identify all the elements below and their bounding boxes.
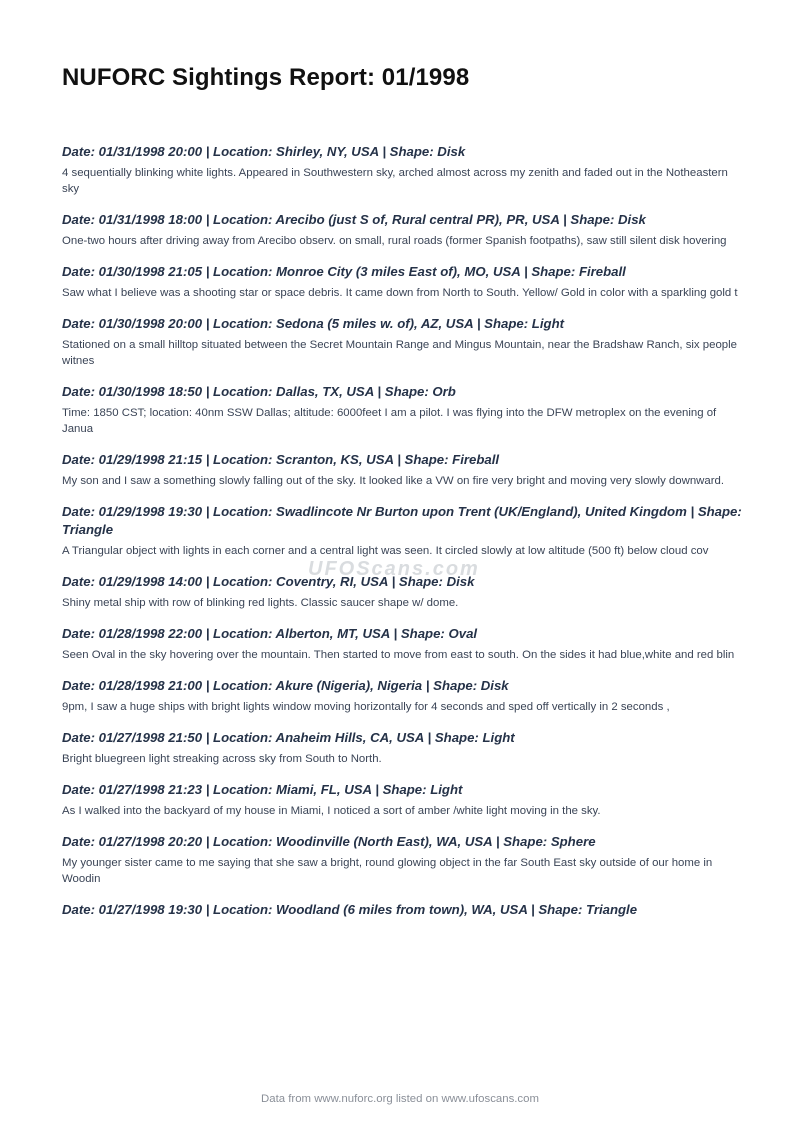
list-item (62, 573, 742, 611)
sighting-description: Seen Oval in the sky hovering over the mountain. Then started to move from east to south. On the sides it had blue,white and red blin (62, 649, 735, 661)
sighting-description: My younger sister came to me saying that she saw a bright, round glowing object in the far South East sky outside of our home in Woodin (62, 857, 713, 885)
list-item (62, 503, 742, 559)
page-footer: Data from www.nuforc.org listed on www.ufoscans.com (261, 1093, 539, 1105)
sighting-description: My son and I saw a something slowly falling out of the sky. It looked like a VW on fire very bright and moving very slowly downward. (62, 475, 725, 487)
list-item (62, 901, 742, 919)
sighting-header: Date: 01/30/1998 20:00 | Location: Sedona (5 miles w. of), AZ, USA | Shape: Light (62, 316, 565, 331)
sightings-list (62, 143, 742, 933)
sighting-description: 9pm, I saw a huge ships with bright lights window moving horizontally for 4 seconds and sped off vertically in 2 seconds , (62, 701, 670, 713)
sighting-description: One-two hours after driving away from Arecibo observ. on small, rural roads (former Spanish footpaths), saw still silent disk hovering (62, 235, 727, 247)
sighting-description: A Triangular object with lights in each corner and a central light was seen. It circled slowly at low altitude (500 ft) below cloud cov (62, 545, 709, 557)
list-item (62, 625, 742, 663)
list-item (62, 781, 742, 819)
sighting-description: As I walked into the backyard of my house in Miami, I noticed a sort of amber /white light moving in the sky. (62, 805, 601, 817)
list-item (62, 729, 742, 767)
sighting-description: Saw what I believe was a shooting star or space debris. It came down from North to South. Yellow/ Gold in color with a sparkling gold t (62, 287, 738, 299)
sighting-header: Date: 01/30/1998 18:50 | Location: Dallas, TX, USA | Shape: Orb (62, 384, 456, 399)
page-title: NUFORC Sightings Report: 01/1998 (62, 64, 470, 91)
sighting-header: Date: 01/29/1998 21:15 | Location: Scranton, KS, USA | Shape: Fireball (62, 452, 500, 467)
watermark-logo: UFOScans.com (308, 558, 480, 580)
sighting-header: Date: 01/27/1998 21:23 | Location: Miami, FL, USA | Shape: Light (62, 782, 463, 797)
sighting-description: Shiny metal ship with row of blinking red lights. Classic saucer shape w/ dome. (62, 597, 459, 609)
list-item (62, 677, 742, 715)
list-item (62, 383, 742, 437)
list-item (62, 263, 742, 301)
sighting-description: 4 sequentially blinking white lights. Appeared in Southwestern sky, arched almost across my zenith and faded out in the Notheastern sky (62, 167, 728, 195)
sighting-header: Date: 01/27/1998 21:50 | Location: Anaheim Hills, CA, USA | Shape: Light (62, 730, 515, 745)
sighting-header: Date: 01/27/1998 20:20 | Location: Woodinville (North East), WA, USA | Shape: Sphere (62, 834, 596, 849)
sighting-header: Date: 01/30/1998 21:05 | Location: Monroe City (3 miles East of), MO, USA | Shape: Fireball (62, 264, 626, 279)
sighting-header: Date: 01/28/1998 21:00 | Location: Akure (Nigeria), Nigeria | Shape: Disk (62, 678, 509, 693)
list-item (62, 451, 742, 489)
list-item (62, 211, 742, 249)
sighting-description: Bright bluegreen light streaking across sky from South to North. (62, 753, 382, 765)
list-item (62, 143, 742, 197)
sighting-header: Date: 01/31/1998 18:00 | Location: Arecibo (just S of, Rural central PR), PR, USA | Shape: Disk (62, 212, 646, 227)
list-item (62, 833, 742, 887)
list-item (62, 315, 742, 369)
sighting-header: Date: 01/29/1998 14:00 | Location: Coventry, RI, USA | Shape: Disk (62, 574, 475, 589)
sighting-header: Date: 01/28/1998 22:00 | Location: Alberton, MT, USA | Shape: Oval (62, 626, 478, 641)
sighting-header: Date: 01/29/1998 19:30 | Location: Swadlincote Nr Burton upon Trent (UK/England), United Kingdom | Shape: Triangle (62, 504, 742, 537)
sighting-description: Time: 1850 CST; location: 40nm SSW Dallas; altitude: 6000feet I am a pilot. I was flying into the DFW metroplex on the evening of Janua (62, 407, 717, 435)
sighting-description: Stationed on a small hilltop situated between the Secret Mountain Range and Mingus Mountain, near the Bradshaw Ranch, six people witnes (62, 339, 737, 367)
sighting-header: Date: 01/27/1998 19:30 | Location: Woodland (6 miles from town), WA, USA | Shape: Triangle (62, 902, 638, 917)
sighting-header: Date: 01/31/1998 20:00 | Location: Shirley, NY, USA | Shape: Disk (62, 144, 466, 159)
